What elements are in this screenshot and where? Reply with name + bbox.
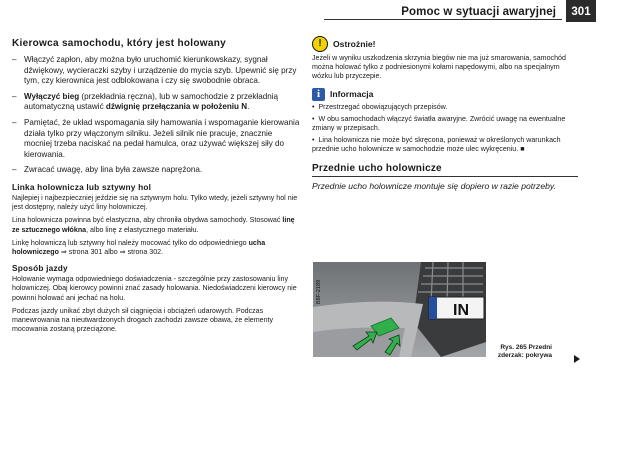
info-item-text: Przestrzegać obowiązujących przepisów. [318, 102, 448, 111]
list-item: – Zwracać uwagę, aby lina była zawsze naprężona. [12, 165, 302, 176]
caution-text: Jeżeli w wyniku uszkodzenia skrzynia biegów nie ma już smarowania, samochód można holować tylko z podniesionymi kołami napędowymi, albo na specjalnym wózku lub przyczepie. [312, 54, 566, 81]
page-header-title: Pomoc w sytuacji awaryjnej [401, 6, 556, 18]
section-intro: Przednie ucho holownicze montuje się dopiero w razie potrzeby. [312, 180, 556, 191]
body-text: (przekładnia ręczna), lub w samochodzie z przekładnią automatyczną ustawić [24, 91, 279, 112]
subheading-driving: Sposób jazdy [12, 263, 68, 274]
paragraph: Holowanie wymaga odpowiedniego doświadczenia - szczególnie przy zastosowaniu liny holowniczej. Obaj kierowcy powinni znać zasady holowania. Niedoświadczeni kierowcy nie powinni holować ani jechać na holu. [12, 275, 297, 302]
body-text: . [247, 102, 250, 112]
list-item: – Włączyć zapłon, aby można było uruchomić kierunkowskazy, sygnał dźwiękowy, wycieraczki szyby i urządzenie do mycia szyb. Upewnić się przy tym, czy kierownica jest odblokowana i czy się swobodnie obraca. [12, 55, 302, 87]
info-item: • Lina holownicza nie może być skręcona, ponieważ w określonych warunkach przednie ucho holownicze w samochodzie może ulec wykręceniu. ■ [312, 136, 561, 154]
figure-code: B8F-2189 [316, 279, 322, 304]
towed-driver-steps [12, 55, 302, 176]
caution-header [312, 36, 578, 52]
info-item: • W obu samochodach włączyć światła awaryjne. Zwrócić uwagę na ewentualne zmiany w przepisach. [312, 114, 566, 133]
section-heading-front-eye: Przednie ucho holownicze [312, 163, 578, 177]
bold-text: Wyłączyć bieg [24, 91, 80, 101]
caution-icon: ! [312, 36, 328, 52]
paragraph [12, 239, 302, 257]
right-column [312, 36, 578, 192]
info-title: Informacja [330, 89, 374, 100]
bold-text: dźwignię przełączania w położeniu N [105, 102, 248, 112]
info-header [312, 88, 578, 101]
header-rule [324, 19, 562, 20]
bumper-illustration [313, 262, 486, 357]
info-item: • Przestrzegać obowiązujących przepisów. [312, 102, 448, 111]
body-text: Linkę holowniczą lub sztywny hol należy mocować tylko do odpowiedniego [12, 238, 249, 247]
paragraph [12, 216, 302, 234]
body-text: Lina holownicza powinna być elastyczna, aby chroniła obydwa samochody. Stosować [12, 216, 283, 225]
list-item [12, 92, 302, 113]
page-reference: ⇒ strona 301 albo ⇒ strona 302. [58, 247, 164, 256]
section-heading: Kierowca samochodu, który jest holowany [12, 38, 226, 49]
figure-caption: Rys. 265 Przedni zderzak: pokrywa [497, 344, 552, 359]
info-item-text: W obu samochodach włączyć światła awaryjne. Zwrócić uwagę na ewentualne zmiany w przepisach. [312, 114, 566, 133]
bumper-figure [313, 262, 486, 357]
left-column [12, 38, 302, 338]
paragraph: Najlepiej i najbezpieczniej jeździe się na sztywnym holu. Tylko wtedy, jeżeli sztywny hol nie jest dostępny, należy użyć liny holowniczej. [12, 193, 298, 212]
list-item: – Pamiętać, że układ wspomagania siły hamowania i wspomaganie kierowania działa tylko przy włączonym silniku. Jeżeli silnik nie pracuje, znacznie mocniej trzeba naciskać na pedał hamulca, oraz używać większej siły do kierowania. [12, 118, 302, 160]
paragraph: Podczas jazdy unikać zbyt dużych sił ciągnięcia i obciążeń udarowych. Podczas manewrowania na nieutwardzonych drogach zachodzi zawsze obawa, że elementy mocowania zostaną przeciążone. [12, 306, 274, 334]
plate-text: IN [453, 302, 469, 319]
info-icon: i [312, 88, 325, 101]
continue-arrow-icon [574, 355, 580, 363]
body-text: , albo linę z elastycznego materiału. [86, 225, 199, 234]
caution-title: Ostrożnie! [333, 39, 376, 49]
page-number: 301 [566, 0, 596, 22]
bold-text: linę ze sztucznego włókna [12, 216, 295, 234]
bold-text: ucha holowniczego [12, 238, 266, 256]
info-item-text: Lina holownicza nie może być skręcona, ponieważ w określonych warunkach przednie ucho holownicze w samochodzie może ulec wykręceniu. ■ [312, 136, 561, 154]
subheading-tow-rope: Linka holownicza lub sztywny hol [12, 181, 152, 192]
